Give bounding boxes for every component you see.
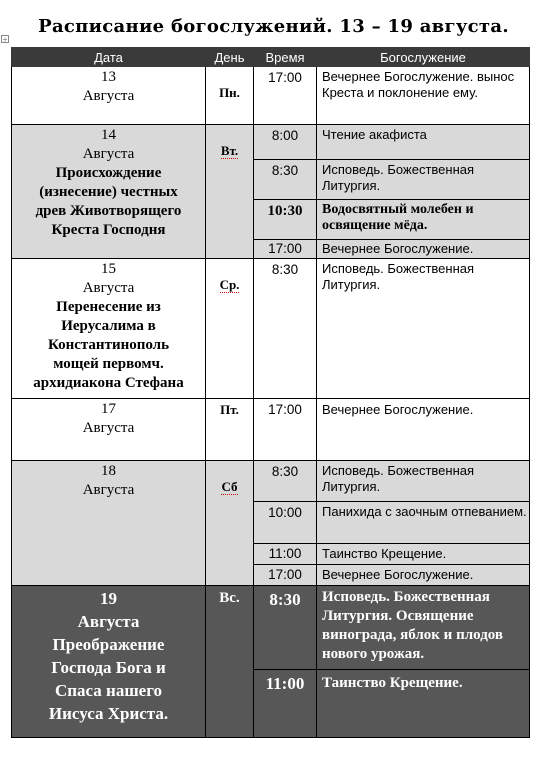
time-cell: 8:30 — [254, 259, 317, 399]
weekday-cell: Пн. — [206, 67, 254, 125]
table-header-row — [12, 48, 530, 67]
date-month: Августа — [82, 482, 135, 498]
service-cell: Таинство Крещение. — [317, 670, 530, 738]
service-cell: Чтение акафиста — [317, 125, 530, 160]
table-row — [12, 399, 530, 461]
date-cell — [12, 125, 206, 259]
date-cell — [12, 586, 206, 738]
table-move-handle-icon[interactable]: + — [2, 35, 8, 45]
time-cell: 10:00 — [254, 502, 317, 544]
feast-line: архидиакона Стефана — [33, 375, 184, 391]
service-cell: Исповедь. Божественная Литургия. Освящение винограда, яблок и плодов нового урожая. — [317, 586, 530, 670]
feast-line: Спаса нашего — [54, 681, 163, 700]
service-cell: Панихида с заочным отпеванием. — [317, 502, 530, 544]
date-month: Августа — [82, 280, 135, 296]
feast-line: Креста Господня — [51, 222, 166, 238]
service-cell: Вечернее Богослужение. вынос Креста и поклонение ему. — [317, 67, 530, 125]
date-number: 13 — [101, 69, 116, 85]
feast-line: древ Животворящего — [35, 203, 182, 219]
service-cell: Исповедь. Божественная Литургия. — [317, 160, 530, 200]
feast-line: Преображение — [52, 635, 165, 654]
feast-line: Происхождение — [55, 165, 162, 181]
weekday-label: Сб — [221, 479, 238, 494]
header-date: Дата — [12, 48, 206, 67]
weekday-label: Ср. — [219, 277, 240, 292]
date-number: 19 — [100, 589, 117, 608]
time-cell: 8:30 — [254, 160, 317, 200]
schedule-table — [11, 47, 530, 738]
feast-line: Константинополь — [47, 337, 170, 353]
table-row — [12, 259, 530, 399]
service-cell: Исповедь. Божественная Литургия. — [317, 259, 530, 399]
date-month: Августа — [82, 88, 135, 104]
header-day: День — [206, 48, 254, 67]
feast-line: Иерусалима в — [61, 318, 156, 334]
weekday-cell — [206, 125, 254, 259]
date-number: 15 — [101, 261, 116, 277]
time-cell: 10:30 — [254, 200, 317, 240]
date-number: 14 — [101, 127, 116, 143]
time-cell: 11:00 — [254, 544, 317, 565]
date-number: 17 — [101, 401, 116, 417]
table-row — [12, 125, 530, 160]
header-service: Богослужение — [317, 48, 530, 67]
feast-line: Перенесение из — [56, 299, 161, 315]
weekday-cell — [206, 461, 254, 586]
service-cell: Водосвятный молебен и освящение мёда. — [317, 200, 530, 240]
time-cell: 17:00 — [254, 399, 317, 461]
time-cell: 17:00 — [254, 565, 317, 586]
time-cell: 17:00 — [254, 67, 317, 125]
time-cell: 11:00 — [254, 670, 317, 738]
date-number: 18 — [101, 463, 116, 479]
weekday-cell: Вс. — [206, 586, 254, 738]
date-cell — [12, 399, 206, 461]
service-cell: Вечернее Богослужение. — [317, 399, 530, 461]
table-row — [12, 461, 530, 502]
page-title: Расписание богослужений. 13 – 19 августа. — [38, 16, 509, 37]
table-row — [12, 67, 530, 125]
header-time: Время — [254, 48, 317, 67]
time-cell: 8:00 — [254, 125, 317, 160]
feast-line: Иисуса Христа. — [48, 704, 169, 723]
date-cell — [12, 461, 206, 586]
time-cell: 17:00 — [254, 240, 317, 259]
table-row — [12, 586, 530, 670]
date-cell — [12, 67, 206, 125]
feast-line: (изнесение) честных — [39, 184, 178, 200]
weekday-label: Вт. — [220, 143, 239, 158]
date-cell — [12, 259, 206, 399]
time-cell: 8:30 — [254, 461, 317, 502]
date-month: Августа — [82, 146, 135, 162]
weekday-cell — [206, 259, 254, 399]
date-month: Августа — [77, 612, 140, 631]
weekday-cell: Пт. — [206, 399, 254, 461]
date-month: Августа — [82, 420, 135, 436]
service-cell: Вечернее Богослужение. — [317, 565, 530, 586]
service-cell: Вечернее Богослужение. — [317, 240, 530, 259]
service-cell: Таинство Крещение. — [317, 544, 530, 565]
feast-line: Господа Бога и — [51, 658, 166, 677]
service-cell: Исповедь. Божественная Литургия. — [317, 461, 530, 502]
feast-line: мощей первомч. — [53, 356, 164, 372]
time-cell: 8:30 — [254, 586, 317, 670]
